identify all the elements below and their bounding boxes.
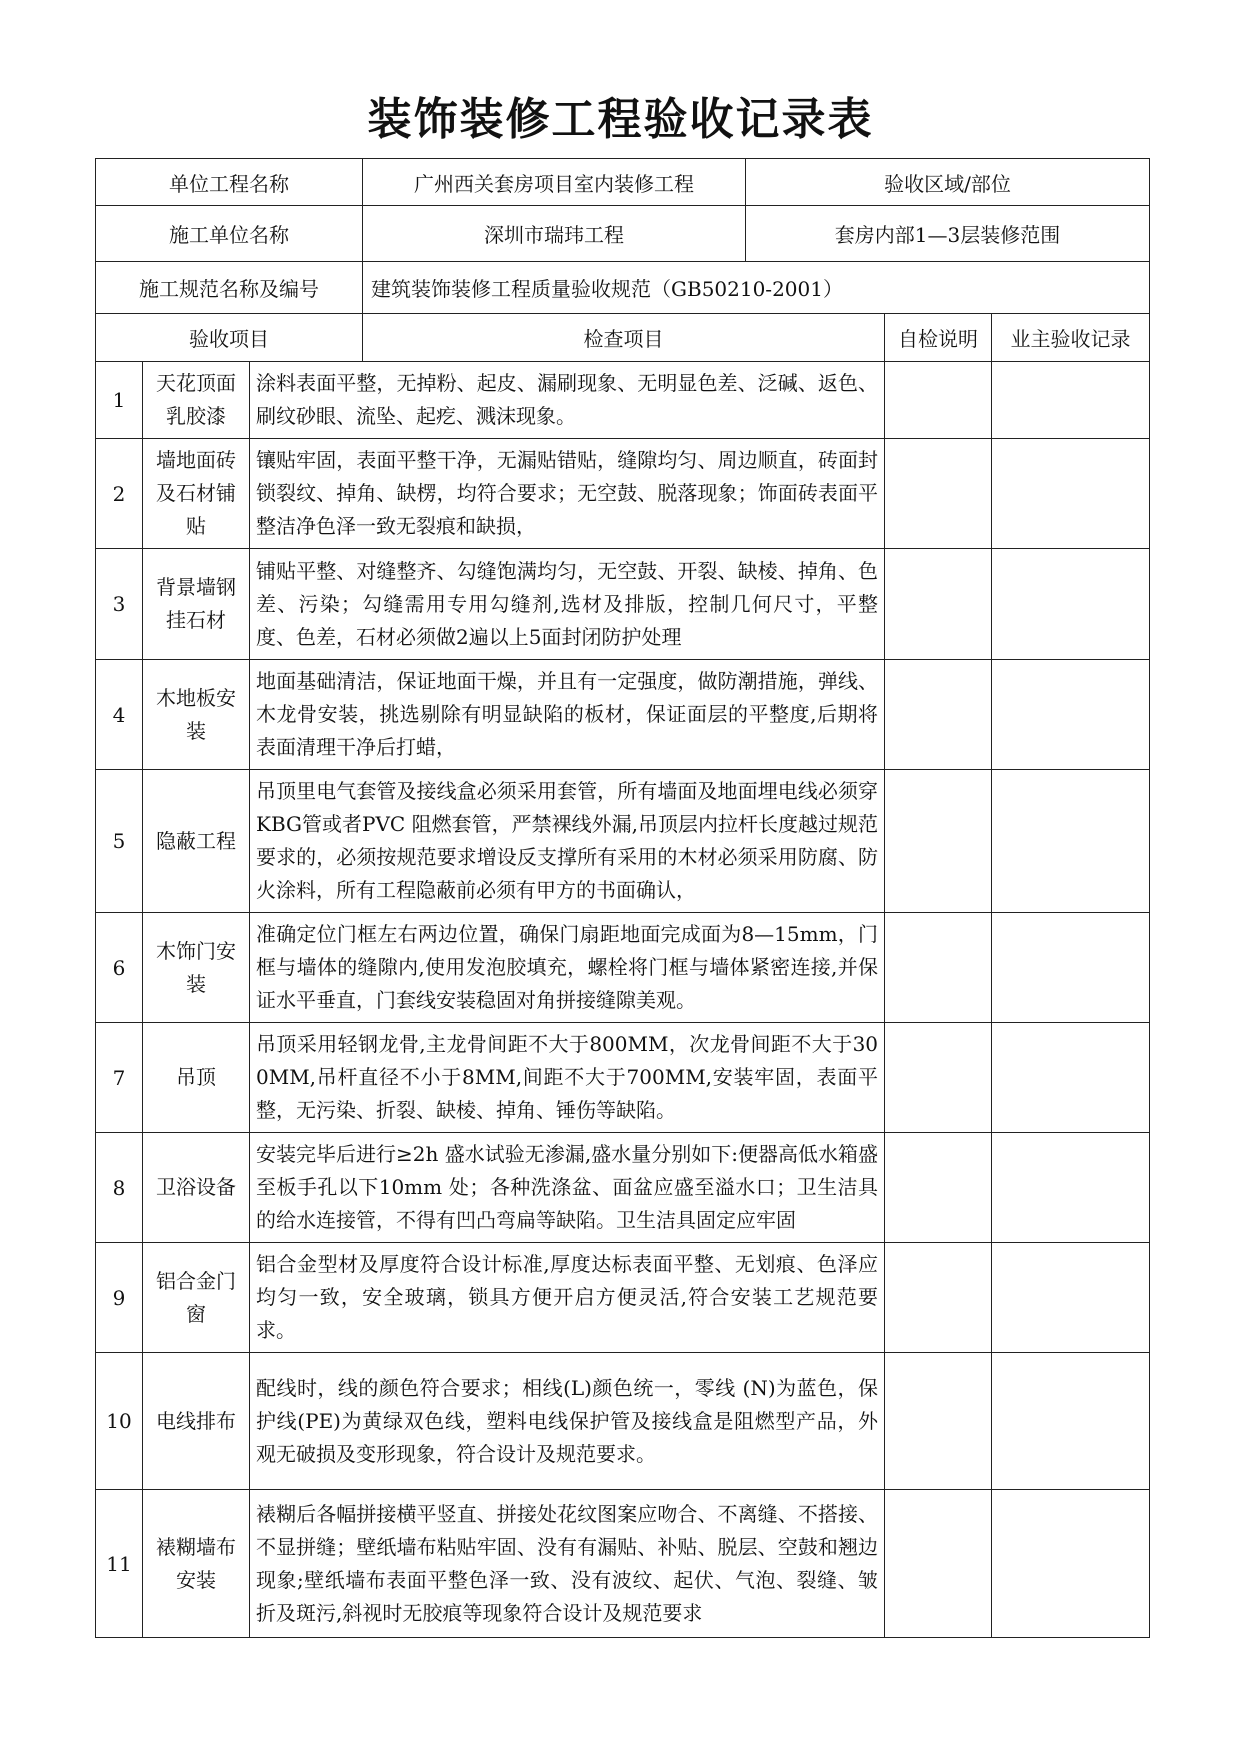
row-number: 11 — [96, 1490, 143, 1638]
row-number: 7 — [96, 1023, 143, 1133]
self-check-cell — [885, 913, 992, 1023]
row-item-name: 天花顶面乳胶漆 — [143, 362, 250, 439]
header-row-standard — [96, 262, 1150, 314]
row-number: 9 — [96, 1243, 143, 1353]
row-check-content: 铝合金型材及厚度符合设计标准,厚度达标表面平整、无划痕、色泽应均匀一致，安全玻璃，锁具方便开启方便灵活,符合安装工艺规范要求。 — [250, 1243, 885, 1353]
contractor-value: 深圳市瑞玮工程 — [363, 206, 746, 262]
row-check-content: 吊顶里电气套管及接线盒必须采用套管，所有墙面及地面埋电线必须穿KBG管或者PVC 阻燃套管，严禁裸线外漏,吊顶层内拉杆长度越过规范要求的，必须按规范要求增设反支撑所有采用的木材必须采用防腐、防火涂料，所有工程隐蔽前必须有甲方的书面确认， — [250, 770, 885, 913]
area-label: 验收区域/部位 — [746, 159, 1150, 206]
owner-record-cell — [992, 1353, 1150, 1490]
table-row — [96, 1133, 1150, 1243]
row-check-content: 铺贴平整、对缝整齐、勾缝饱满均匀，无空鼓、开裂、缺棱、掉角、色差、污染；勾缝需用专用勾缝剂,选材及排版，控制几何尺寸，平整度、色差，石材必须做2遍以上5面封闭防护处理 — [250, 549, 885, 660]
row-item-name: 木地板安装 — [143, 660, 250, 770]
area-value: 套房内部1—3层装修范围 — [746, 206, 1150, 262]
owner-record-cell — [992, 439, 1150, 549]
row-check-content: 镶贴牢固，表面平整干净，无漏贴错贴，缝隙均匀、周边顺直，砖面封锁裂纹、掉角、缺楞，均符合要求；无空鼓、脱落现象；饰面砖表面平整洁净色泽一致无裂痕和缺损， — [250, 439, 885, 549]
self-check-cell — [885, 1490, 992, 1638]
row-check-content: 准确定位门框左右两边位置，确保门扇距地面完成面为8—15mm，门框与墙体的缝隙内,使用发泡胶填充，螺栓将门框与墙体紧密连接,并保证水平垂直，门套线安装稳固对角拼接缝隙美观。 — [250, 913, 885, 1023]
row-check-content: 涂料表面平整，无掉粉、起皮、漏刷现象、无明显色差、泛碱、返色、刷纹砂眼、流坠、起疙、溅沫现象。 — [250, 362, 885, 439]
row-check-content: 吊顶采用轻钢龙骨,主龙骨间距不大于800MM，次龙骨间距不大于300MM,吊杆直径不小于8MM,间距不大于700MM,安装牢固，表面平整，无污染、折裂、缺棱、掉角、锤伤等缺陷。 — [250, 1023, 885, 1133]
unit-project-value: 广州西关套房项目室内装修工程 — [363, 159, 746, 206]
table-row — [96, 1490, 1150, 1638]
self-check-cell — [885, 1023, 992, 1133]
table-row — [96, 770, 1150, 913]
standard-label: 施工规范名称及编号 — [96, 262, 363, 314]
table-row — [96, 549, 1150, 660]
table-row — [96, 913, 1150, 1023]
header-row-contractor — [96, 206, 1150, 262]
table-row — [96, 1023, 1150, 1133]
owner-record-cell — [992, 913, 1150, 1023]
self-check-cell — [885, 549, 992, 660]
row-number: 5 — [96, 770, 143, 913]
row-number: 8 — [96, 1133, 143, 1243]
standard-value: 建筑装饰装修工程质量验收规范（GB50210-2001） — [363, 262, 1150, 314]
row-item-name: 裱糊墙布安装 — [143, 1490, 250, 1638]
table-row — [96, 439, 1150, 549]
row-item-name: 墙地面砖及石材铺贴 — [143, 439, 250, 549]
owner-record-cell — [992, 1490, 1150, 1638]
self-check-cell — [885, 439, 992, 549]
owner-record-cell — [992, 770, 1150, 913]
row-number: 10 — [96, 1353, 143, 1490]
column-header-row — [96, 314, 1150, 362]
row-item-name: 铝合金门窗 — [143, 1243, 250, 1353]
self-check-cell — [885, 1353, 992, 1490]
row-check-content: 地面基础清洁，保证地面干燥，并且有一定强度，做防潮措施，弹线、木龙骨安装，挑选剔除有明显缺陷的板材，保证面层的平整度,后期将表面清理干净后打蜡， — [250, 660, 885, 770]
self-check-cell — [885, 1243, 992, 1353]
row-check-content: 配线时，线的颜色符合要求；相线(L)颜色统一，零线 (N)为蓝色，保护线(PE)为黄绿双色线，塑料电线保护管及接线盒是阻燃型产品，外观无破损及变形现象，符合设计及规范要求。 — [250, 1353, 885, 1490]
table-row — [96, 1353, 1150, 1490]
row-item-name: 木饰门安装 — [143, 913, 250, 1023]
row-check-content: 安装完毕后进行≥2h 盛水试验无渗漏,盛水量分别如下:便器高低水箱盛至板手孔以下10mm 处；各种洗涤盆、面盆应盛至溢水口；卫生洁具的给水连接管，不得有凹凸弯扁等缺陷。卫生洁具固定应牢固 — [250, 1133, 885, 1243]
unit-project-label: 单位工程名称 — [96, 159, 363, 206]
owner-record-cell — [992, 1133, 1150, 1243]
owner-record-cell — [992, 1023, 1150, 1133]
table-row — [96, 660, 1150, 770]
row-item-name: 背景墙钢挂石材 — [143, 549, 250, 660]
owner-record-cell — [992, 660, 1150, 770]
self-check-cell — [885, 362, 992, 439]
row-number: 2 — [96, 439, 143, 549]
self-check-cell — [885, 1133, 992, 1243]
page-title: 装饰装修工程验收记录表 — [367, 94, 874, 145]
header-row-unit-project — [96, 159, 1150, 206]
row-item-name: 吊顶 — [143, 1023, 250, 1133]
self-check-cell — [885, 660, 992, 770]
column-header-self-check: 自检说明 — [885, 314, 992, 362]
acceptance-record-table — [95, 158, 1150, 1638]
table-row — [96, 1243, 1150, 1353]
table-row — [96, 362, 1150, 439]
row-item-name: 卫浴设备 — [143, 1133, 250, 1243]
owner-record-cell — [992, 1243, 1150, 1353]
column-header-check: 检查项目 — [363, 314, 885, 362]
column-header-owner-record: 业主验收记录 — [992, 314, 1150, 362]
row-number: 3 — [96, 549, 143, 660]
row-number: 4 — [96, 660, 143, 770]
row-item-name: 隐蔽工程 — [143, 770, 250, 913]
row-number: 1 — [96, 362, 143, 439]
row-item-name: 电线排布 — [143, 1353, 250, 1490]
owner-record-cell — [992, 549, 1150, 660]
row-check-content: 裱糊后各幅拼接横平竖直、拼接处花纹图案应吻合、不离缝、不搭接、不显拼缝；壁纸墙布粘贴牢固、没有有漏贴、补贴、脱层、空鼓和翘边现象;壁纸墙布表面平整色泽一致、没有波纹、起伏、气泡、裂缝、皱折及斑污,斜视时无胶痕等现象符合设计及规范要求 — [250, 1490, 885, 1638]
contractor-label: 施工单位名称 — [96, 206, 363, 262]
self-check-cell — [885, 770, 992, 913]
column-header-item: 验收项目 — [96, 314, 363, 362]
owner-record-cell — [992, 362, 1150, 439]
row-number: 6 — [96, 913, 143, 1023]
